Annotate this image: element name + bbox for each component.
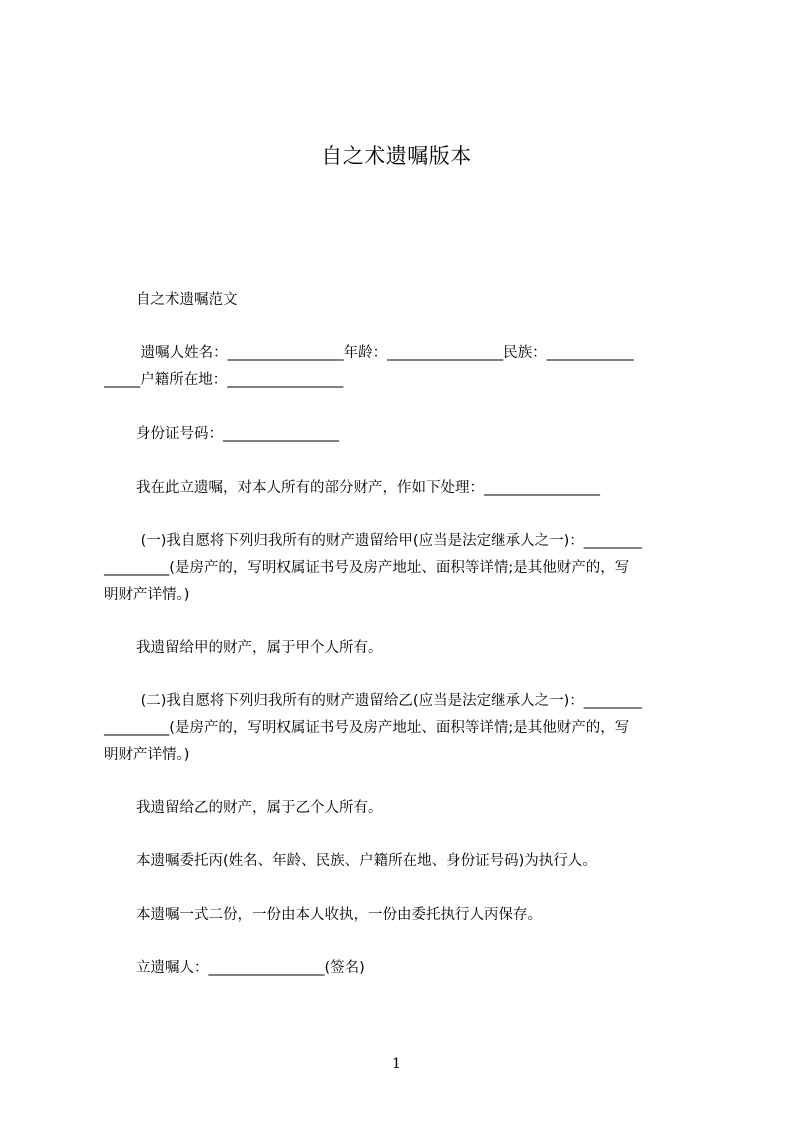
signature-line: 立遗嘱人：________________(签名) xyxy=(136,960,365,976)
clause-one-line-1: (一)我自愿将下列归我所有的财产遗留给甲(应当是法定继承人之一)：________ xyxy=(136,533,642,549)
executor-line: 本遗嘱委托丙(姓名、年龄、民族、户籍所在地、身份证号码)为执行人。 xyxy=(136,853,597,869)
testator-info-line-2: _____户籍所在地：________________ xyxy=(104,372,344,388)
page-number: 1 xyxy=(392,1056,401,1072)
clause-two-paragraph xyxy=(104,688,702,769)
clause-one-result: 我遗留给甲的财产，属于甲个人所有。 xyxy=(136,640,383,656)
clause-two-line-2: _________(是房产的，写明权属证书号及房产地址、面积等详情;是其他财产的，写 xyxy=(104,720,630,736)
clause-two-line-1: (二)我自愿将下列归我所有的财产遗留给乙(应当是法定继承人之一)：________ xyxy=(136,693,642,709)
clause-one-paragraph xyxy=(104,528,702,609)
id-number-line: 身份证号码：________________ xyxy=(136,426,339,442)
testator-info-line-1: 遗嘱人姓名：________________年龄：________________民族：____________ xyxy=(136,345,634,361)
clause-two-result: 我遗留给乙的财产，属于乙个人所有。 xyxy=(136,800,383,816)
clause-two-line-3: 明财产详情。) xyxy=(104,747,190,763)
copies-line: 本遗嘱一式二份，一份由本人收执，一份由委托执行人丙保存。 xyxy=(136,907,542,923)
clause-one-line-2: _________(是房产的，写明权属证书号及房产地址、面积等详情;是其他财产的，写 xyxy=(104,560,630,576)
testator-info-paragraph xyxy=(104,340,702,394)
declaration-line: 我在此立遗嘱，对本人所有的部分财产，作如下处理：________________ xyxy=(136,480,600,496)
document-heading: 自之术遗嘱范文 xyxy=(136,292,238,308)
document-title: 自之术遗嘱版本 xyxy=(321,144,472,168)
clause-one-line-3: 明财产详情。) xyxy=(104,587,190,603)
